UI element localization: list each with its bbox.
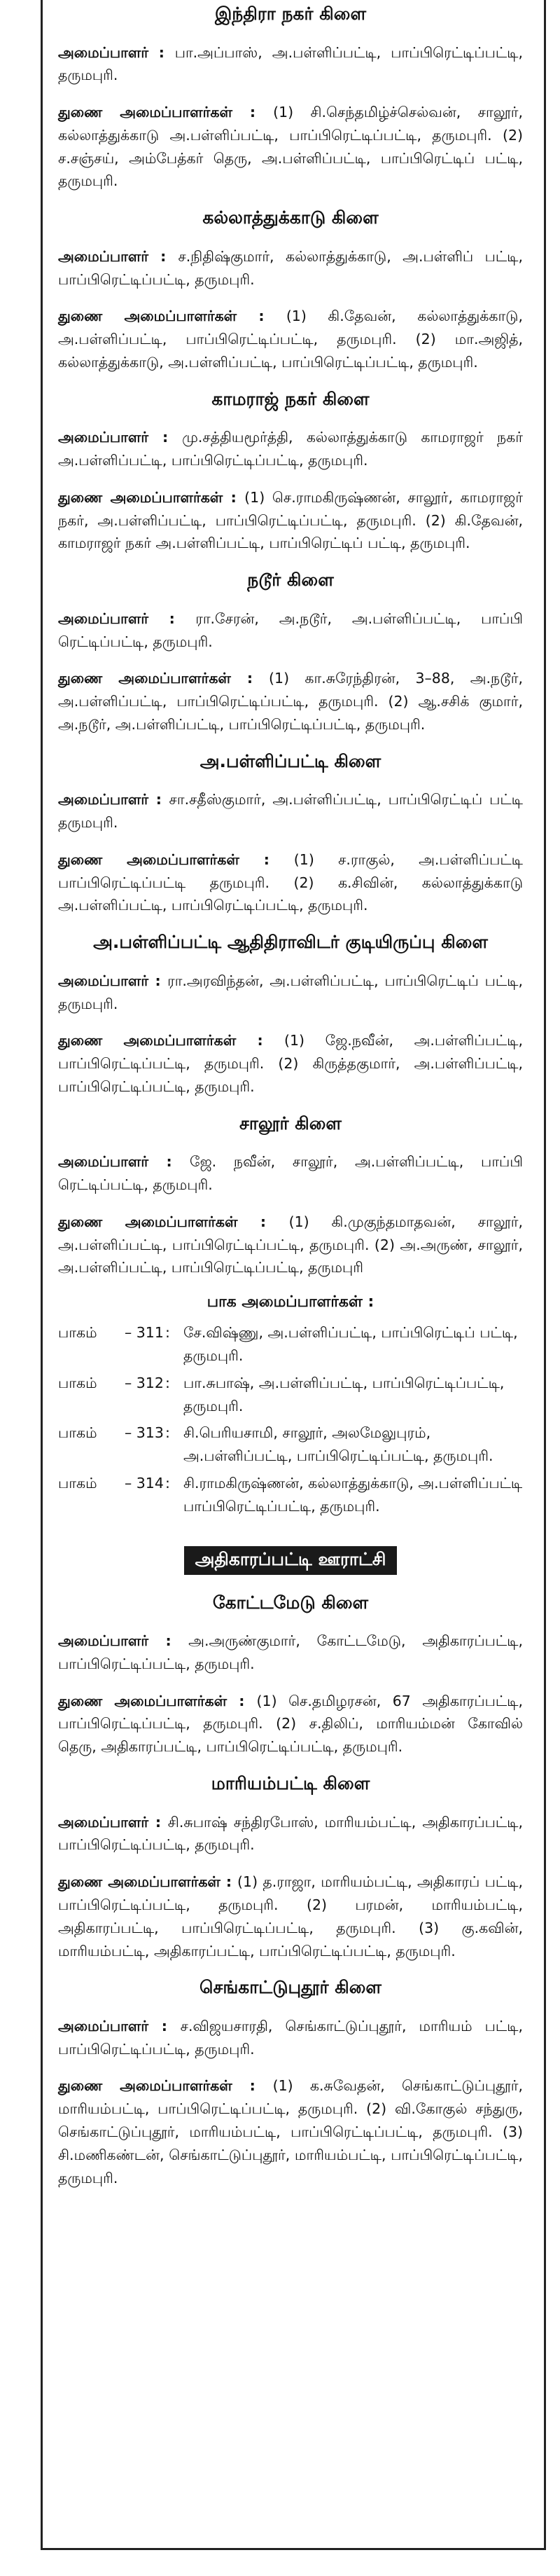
assistant-label: துணை அமைப்பாளர்கள் (58, 1213, 238, 1230)
assistant-text: (1) கி.தேவன், கல்லாத்துக்காடு, அ.பள்ளிப்பட்டி, பாப்பிரெட்டிப்பட்டி, தருமபுரி. (2) மா.அஜித், கல்லாத்துக்காடு, அ.பள்ளிப்பட்டி, பாப்பிரெட்டிப்பட்டி, தருமபுரி. (58, 308, 523, 371)
assistant-paragraph: துணை அமைப்பாளர்கள் : (1) ஜே.நவீன், அ.பள்ளிப்பட்டி, பாப்பிரெட்டிப்பட்டி, தருமபுரி. (2) கிருத்தகுமார், அ.பள்ளிப்பட்டி, பாப்பிரெட்டிப்பட்டி, தருமபுரி. (58, 1032, 523, 1095)
assistant-label: துணை அமைப்பாளர்கள் (58, 308, 237, 325)
branch-title: அ.பள்ளிப்பட்டி ஆதிதிராவிடர் குடியிருப்பு கிளை (93, 932, 488, 953)
organizer-paragraph: அமைப்பாளர் : சா.சதீஸ்குமார், அ.பள்ளிப்பட்டி, பாப்பிரெட்டிப் பட்டி தருமபுரி. (58, 791, 523, 832)
organizer-text: ச.விஜயசாரதி, செங்காட்டுப்புதூர், மாரியம் பட்டி, பாப்பிரெட்டிப்பட்டி, தருமபுரி. (58, 2017, 523, 2058)
assistant-paragraph: துணை அமைப்பாளர்கள் : (1) செ.தமிழரசன், 67 அதிகாரப்பட்டி, பாப்பிரெட்டிப்பட்டி, தருமபுரி. (2) ச.திலிப், மாரியம்மன் கோவில் தெரு, அதிகாரப்பட்டி, பாப்பிரெட்டிப்பட்டி, தருமபுரி. (58, 1692, 523, 1756)
branch-title: நடூர் கிளை (247, 570, 334, 591)
branch-section (58, 3, 523, 193)
assistant-label: துணை அமைப்பாளர்கள் (58, 488, 223, 506)
organizer-text: சி.சுபாஷ் சந்திரபோஸ், மாரியம்பட்டி, அதிகாரப்பட்டி, பாப்பிரெட்டிப்பட்டி, தருமபுரி. (58, 1813, 523, 1854)
assistant-paragraph: துணை அமைப்பாளர்கள் : (1) கி.முகுந்தமாதவன், சாலூர், அ.பள்ளிப்பட்டி, பாப்பிரெட்டிப்பட்டி, தருமபுரி. (2) அ.அருண், சாலூர், அ.பள்ளிப்பட்டி, பாப்பிரெட்டிப்பட்டி, தருமபுரி (58, 1213, 523, 1276)
branch-section (58, 1772, 523, 1962)
branch-title: காமராஜ் நகர் கிளை (211, 388, 370, 409)
assistant-label: துணை அமைப்பாளர்கள் (58, 1692, 227, 1709)
booth-number: – 311 (125, 1324, 164, 1342)
branch-section (58, 207, 523, 373)
branch-title: அ.பள்ளிப்பட்டி கிளை (200, 750, 382, 771)
assistant-label: துணை அமைப்பாளர்கள் (58, 2077, 232, 2095)
organizer-paragraph: அமைப்பாளர் : ச.விஜயசாரதி, செங்காட்டுப்புதூர், மாரியம் பட்டி, பாப்பிரெட்டிப்பட்டி, தருமபுரி. (58, 2017, 523, 2058)
booth-heading: பாக அமைப்பாளர்கள் : (206, 1293, 374, 1311)
organizer-label: அமைப்பாளர் (58, 1813, 149, 1831)
booth-number: – 312 (125, 1374, 164, 1391)
branch-title: இந்திரா நகர் கிளை (214, 4, 366, 24)
assistant-label: துணை அமைப்பாளர்கள் (58, 1873, 220, 1891)
booth-label: பாகம் (58, 1424, 97, 1442)
booth-row (58, 1421, 523, 1468)
organizer-paragraph: அமைப்பாளர் : ரா.அரவிந்தன், அ.பள்ளிப்பட்டி, பாப்பிரெட்டிப் பட்டி, தருமபுரி. (58, 972, 523, 1012)
organizer-label: அமைப்பாளர் (58, 972, 149, 989)
organizer-label: அமைப்பாளர் (58, 791, 149, 808)
organizer-text: ரா.அரவிந்தன், அ.பள்ளிப்பட்டி, பாப்பிரெட்டிப் பட்டி, தருமபுரி. (58, 972, 523, 1012)
organizer-paragraph: அமைப்பாளர் : சி.சுபாஷ் சந்திரபோஸ், மாரியம்பட்டி, அதிகாரப்பட்டி, பாப்பிரெட்டிப்பட்டி, தருமபுரி. (58, 1813, 523, 1854)
branch-title: மாரியம்பட்டி கிளை (211, 1773, 370, 1794)
panchayat-title: அதிகாரப்பட்டி ஊராட்சி (184, 1546, 398, 1575)
assistant-label: துணை அமைப்பாளர்கள் (58, 104, 232, 121)
assistant-text: (1) செ.தமிழரசன், 67 அதிகாரப்பட்டி, பாப்பிரெட்டிப்பட்டி, தருமபுரி. (2) ச.திலிப், மாரியம்மன் கோவில் தெரு, அதிகாரப்பட்டி, பாப்பிரெட்டிப்பட்டி, தருமபுரி. (58, 1692, 523, 1756)
organizer-paragraph: அமைப்பாளர் : அ.அருண்குமார், கோட்டமேடு, அதிகாரப்பட்டி, பாப்பிரெட்டிப்பட்டி, தருமபுரி. (58, 1632, 523, 1672)
assistant-text: (1) கி.முகுந்தமாதவன், சாலூர், அ.பள்ளிப்பட்டி, பாப்பிரெட்டிப்பட்டி, தருமபுரி. (2) அ.அருண், சாலூர், அ.பள்ளிப்பட்டி, பாப்பிரெட்டிப்பட்டி, தருமபுரி (58, 1213, 523, 1276)
assistant-label: துணை அமைப்பாளர்கள் (58, 670, 231, 687)
branch-section (58, 750, 523, 917)
booth-row (58, 1472, 523, 1518)
assistant-paragraph: துணை அமைப்பாளர்கள் : (1) கா.சுரேந்திரன், 3–88, அ.நடூர், அ.பள்ளிப்பட்டி, பாப்பிரெட்டிப்பட்டி, தருமபுரி. (2) ஆ.சசிக் குமார், அ.நடூர், அ.பள்ளிப்பட்டி, பாப்பிரெட்டிப்பட்டி, தருமபுரி. (58, 670, 523, 733)
assistant-text: (1) ச.ராகுல், அ.பள்ளிப்பட்டி பாப்பிரெட்டிப்பட்டி தருமபுரி. (2) க.சிவின், கல்லாத்துக்காடு அ.பள்ளிப்பட்டி, பாப்பிரெட்டிப்பட்டி, தருமபுரி. (58, 850, 523, 914)
branch-section (58, 569, 523, 736)
organizer-text: ஜே. நவீன், சாலூர், அ.பள்ளிப்பட்டி, பாப்பி ரெட்டிப்பட்டி, தருமபுரி. (58, 1153, 523, 1193)
assistant-label: துணை அமைப்பாளர்கள் (58, 850, 239, 868)
booth-number: – 314 (125, 1474, 164, 1492)
organizer-label: அமைப்பாளர் (58, 2017, 149, 2034)
branch-section (58, 1976, 523, 2189)
branch-section (58, 1592, 523, 1758)
organizer-label: அமைப்பாளர் (58, 429, 149, 446)
branch-title: கல்லாத்துக்காடு கிளை (202, 207, 379, 228)
booth-colon: : (165, 1424, 170, 1442)
organizer-paragraph: அமைப்பாளர் : ஜே. நவீன், சாலூர், அ.பள்ளிப்பட்டி, பாப்பி ரெட்டிப்பட்டி, தருமபுரி. (58, 1153, 523, 1193)
booth-row (58, 1372, 523, 1418)
panchayat-banner (58, 1546, 523, 1575)
assistant-paragraph: துணை அமைப்பாளர்கள் : (1) சி.செந்தமிழ்ச்செல்வன், சாலூர், கல்லாத்துக்காடு அ.பள்ளிப்பட்டி, பாப்பிரெட்டிப்பட்டி, தருமபுரி. (2) ச.சஞ்சய், அம்பேத்கர் தெரு, அ.பள்ளிப்பட்டி, பாப்பிரெட்டிப் பட்டி, தருமபுரி. (58, 104, 523, 190)
organizer-text: ச.நிதிஷ்குமார், கல்லாத்துக்காடு, அ.பள்ளிப் பட்டி, பாப்பிரெட்டிப்பட்டி, தருமபுரி. (58, 247, 523, 288)
organizer-paragraph: அமைப்பாளர் : பா.அப்பாஸ், அ.பள்ளிப்பட்டி, பாப்பிரெட்டிப்பட்டி, தருமபுரி. (58, 43, 523, 84)
organizer-label: அமைப்பாளர் (58, 247, 149, 265)
assistant-text: (1) செ.ராமகிருஷ்ணன், சாலூர், காமராஜர் நகர், அ.பள்ளிப்பட்டி, பாப்பிரெட்டிப்பட்டி, தருமபுரி. (2) கி.தேவன், காமராஜர் நகர் அ.பள்ளிப்பட்டி, பாப்பிரெட்டிப் பட்டி, தருமபுரி. (58, 488, 523, 552)
booth-organizers (58, 1293, 523, 1517)
organizer-paragraph: அமைப்பாளர் : ரா.சேரன், அ.நடூர், அ.பள்ளிப்பட்டி, பாப்பி ரெட்டிப்பட்டி, தருமபுரி. (58, 609, 523, 650)
assistant-paragraph: துணை அமைப்பாளர்கள் : (1) க.சுவேதன், செங்காட்டுப்புதூர், மாரியம்பட்டி, பாப்பிரெட்டிப்பட்டி, தருமபுரி. (2) வி.கோகுல் சந்துரு, செங்காட்டுப்புதூர், மாரியம்பட்டி, பாப்பிரெட்டிப்பட்டி, தருமபுரி. (3) சி.மணிகண்டன், செங்காட்டுப்புதூர், மாரியம்பட்டி, பாப்பிரெட்டிப்பட்டி, தருமபுரி. (58, 2077, 523, 2186)
booth-label: பாகம் (58, 1474, 97, 1492)
assistant-paragraph: துணை அமைப்பாளர்கள் : (1) ச.ராகுல், அ.பள்ளிப்பட்டி பாப்பிரெட்டிப்பட்டி தருமபுரி. (2) க.சிவின், கல்லாத்துக்காடு அ.பள்ளிப்பட்டி, பாப்பிரெட்டிப்பட்டி, தருமபுரி. (58, 850, 523, 914)
organizer-text: மு.சத்தியமூர்த்தி, கல்லாத்துக்காடு காமராஜர் நகர் அ.பள்ளிப்பட்டி, பாப்பிரெட்டிப்பட்டி, தருமபுரி. (58, 429, 523, 469)
booth-label: பாகம் (58, 1374, 97, 1391)
organizer-paragraph: அமைப்பாளர் : மு.சத்தியமூர்த்தி, கல்லாத்துக்காடு காமராஜர் நகர் அ.பள்ளிப்பட்டி, பாப்பிரெட்டிப்பட்டி, தருமபுரி. (58, 429, 523, 469)
booth-colon: : (165, 1324, 170, 1342)
booth-text: பா.சுபாஷ், அ.பள்ளிப்பட்டி, பாப்பிரெட்டிப்பட்டி, தருமபுரி. (183, 1374, 505, 1414)
booth-number: – 313 (125, 1424, 164, 1442)
assistant-text: (1) ஜே.நவீன், அ.பள்ளிப்பட்டி, பாப்பிரெட்டிப்பட்டி, தருமபுரி. (2) கிருத்தகுமார், அ.பள்ளிப்பட்டி, பாப்பிரெட்டிப்பட்டி, தருமபுரி. (58, 1032, 523, 1095)
booth-colon: : (165, 1374, 170, 1391)
organizer-label: அமைப்பாளர் (58, 609, 149, 627)
content-frame (41, 0, 546, 2550)
branch-section (58, 1113, 523, 1279)
organizer-label: அமைப்பாளர் (58, 1153, 149, 1171)
booth-colon: : (165, 1474, 170, 1492)
booth-text: சி.ராமகிருஷ்ணன், கல்லாத்துக்காடு, அ.பள்ளிப்பட்டி பாப்பிரெட்டிப்பட்டி, தருமபுரி. (183, 1474, 523, 1515)
booth-row (58, 1321, 523, 1368)
assistant-text: (1) சி.செந்தமிழ்ச்செல்வன், சாலூர், கல்லாத்துக்காடு அ.பள்ளிப்பட்டி, பாப்பிரெட்டிப்பட்டி, தருமபுரி. (2) ச.சஞ்சய், அம்பேத்கர் தெரு, அ.பள்ளிப்பட்டி, பாப்பிரெட்டிப் பட்டி, தருமபுரி. (58, 104, 523, 190)
organizer-text: அ.அருண்குமார், கோட்டமேடு, அதிகாரப்பட்டி, பாப்பிரெட்டிப்பட்டி, தருமபுரி. (58, 1632, 523, 1672)
booth-label: பாகம் (58, 1324, 97, 1342)
assistant-paragraph: துணை அமைப்பாளர்கள் : (1) கி.தேவன், கல்லாத்துக்காடு, அ.பள்ளிப்பட்டி, பாப்பிரெட்டிப்பட்டி, தருமபுரி. (2) மா.அஜித், கல்லாத்துக்காடு, அ.பள்ளிப்பட்டி, பாப்பிரெட்டிப்பட்டி, தருமபுரி. (58, 308, 523, 371)
organizer-paragraph: அமைப்பாளர் : ச.நிதிஷ்குமார், கல்லாத்துக்காடு, அ.பள்ளிப் பட்டி, பாப்பிரெட்டிப்பட்டி, தருமபுரி. (58, 247, 523, 288)
branch-section (58, 388, 523, 555)
organizer-text: பா.அப்பாஸ், அ.பள்ளிப்பட்டி, பாப்பிரெட்டிப்பட்டி, தருமபுரி. (58, 43, 523, 84)
branch-title: கோட்டமேடு கிளை (212, 1592, 369, 1613)
organizer-label: அமைப்பாளர் (58, 43, 149, 61)
assistant-text: (1) த.ராஜா, மாரியம்பட்டி, அதிகாரப் பட்டி, பாப்பிரெட்டிப்பட்டி, தருமபுரி. (2) பரமன், மாரியம்பட்டி, அதிகாரப்பட்டி, பாப்பிரெட்டிப்பட்டி, தருமபுரி. (3) கு.கவின், மாரியம்பட்டி, அதிகாரப்பட்டி, பாப்பிரெட்டிப்பட்டி, தருமபுரி. (58, 1873, 523, 1959)
organizer-text: சா.சதீஸ்குமார், அ.பள்ளிப்பட்டி, பாப்பிரெட்டிப் பட்டி தருமபுரி. (58, 791, 523, 832)
booth-text: சி.பெரியசாமி, சாலூர், அலமேலுபுரம், அ.பள்ளிப்பட்டி, பாப்பிரெட்டிப்பட்டி, தருமபுரி. (183, 1424, 493, 1465)
assistant-text: (1) கா.சுரேந்திரன், 3–88, அ.நடூர், அ.பள்ளிப்பட்டி, பாப்பிரெட்டிப்பட்டி, தருமபுரி. (2) ஆ.சசிக் குமார், அ.நடூர், அ.பள்ளிப்பட்டி, பாப்பிரெட்டிப்பட்டி, தருமபுரி. (58, 670, 523, 733)
assistant-label: துணை அமைப்பாளர்கள் (58, 1032, 237, 1049)
assistant-text: (1) க.சுவேதன், செங்காட்டுப்புதூர், மாரியம்பட்டி, பாப்பிரெட்டிப்பட்டி, தருமபுரி. (2) வி.கோகுல் சந்துரு, செங்காட்டுப்புதூர், மாரியம்பட்டி, பாப்பிரெட்டிப்பட்டி, தருமபுரி. (3) சி.மணிகண்டன், செங்காட்டுப்புதூர், மாரியம்பட்டி, பாப்பிரெட்டிப்பட்டி, தருமபுரி. (58, 2077, 523, 2186)
assistant-paragraph: துணை அமைப்பாளர்கள் : (1) செ.ராமகிருஷ்ணன், சாலூர், காமராஜர் நகர், அ.பள்ளிப்பட்டி, பாப்பிரெட்டிப்பட்டி, தருமபுரி. (2) கி.தேவன், காமராஜர் நகர் அ.பள்ளிப்பட்டி, பாப்பிரெட்டிப் பட்டி, தருமபுரி. (58, 488, 523, 552)
branch-section (58, 931, 523, 1098)
assistant-paragraph: துணை அமைப்பாளர்கள் : (1) த.ராஜா, மாரியம்பட்டி, அதிகாரப் பட்டி, பாப்பிரெட்டிப்பட்டி, தருமபுரி. (2) பரமன், மாரியம்பட்டி, அதிகாரப்பட்டி, பாப்பிரெட்டிப்பட்டி, தருமபுரி. (3) கு.கவின், மாரியம்பட்டி, அதிகாரப்பட்டி, பாப்பிரெட்டிப்பட்டி, தருமபுரி. (58, 1873, 523, 1959)
branch-title: செங்காட்டுபுதூர் கிளை (200, 1977, 382, 1998)
booth-text: சே.விஷ்ணு, அ.பள்ளிப்பட்டி, பாப்பிரெட்டிப் பட்டி, தருமபுரி. (183, 1324, 518, 1364)
organizer-label: அமைப்பாளர் (58, 1632, 149, 1650)
organizer-text: ரா.சேரன், அ.நடூர், அ.பள்ளிப்பட்டி, பாப்பி ரெட்டிப்பட்டி, தருமபுரி. (58, 609, 523, 650)
branch-title: சாலூர் கிளை (239, 1113, 342, 1134)
